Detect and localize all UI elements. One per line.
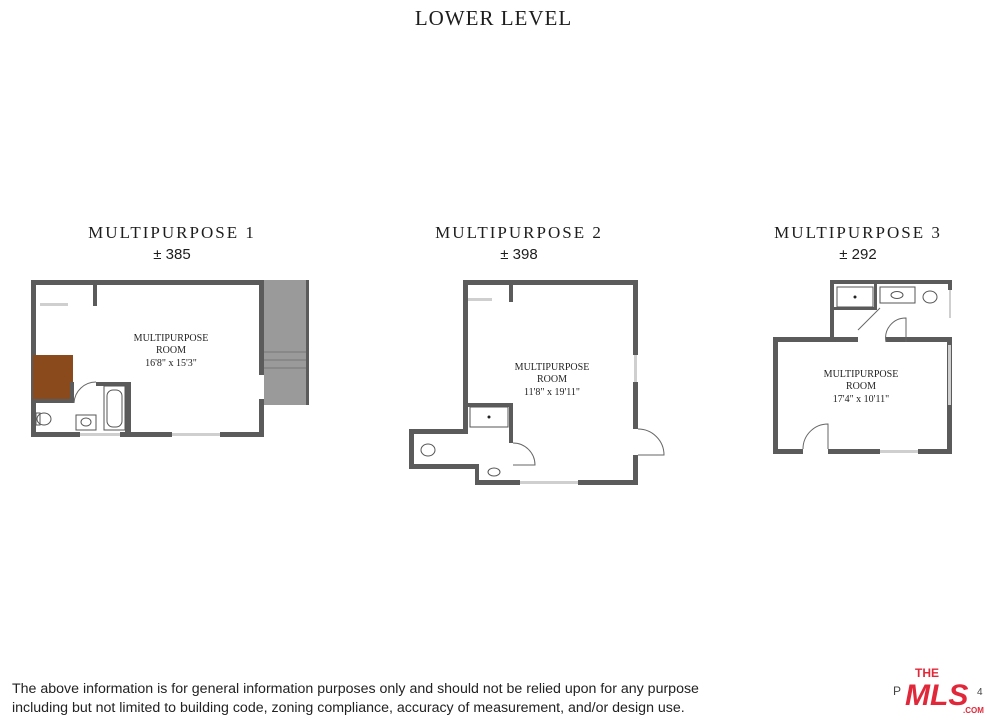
- disclaimer-line-1: The above information is for general information purposes only and should not be relied upon for any purpose: [12, 681, 699, 697]
- level-title: LOWER LEVEL: [414, 6, 573, 30]
- unit-2-room-dims: 11'8" x 19'11": [523, 387, 581, 398]
- mls-logo: [893, 663, 985, 717]
- unit-1-room-dims: 16'8" x 15'3": [145, 358, 197, 369]
- logo-mls-text: MLS: [905, 679, 969, 712]
- unit-2-plan: [409, 280, 664, 485]
- unit-1-title: MULTIPURPOSE 1: [88, 223, 256, 242]
- unit-2-area: ± 398: [500, 246, 538, 263]
- page-suffix: 4: [977, 687, 983, 698]
- unit-1-plan: [31, 280, 309, 437]
- unit-3-room-dims: 17'4" x 10'11": [832, 394, 890, 405]
- unit-2-room-name-2: ROOM: [536, 374, 568, 385]
- unit-3-room-name-2: ROOM: [845, 381, 877, 392]
- unit-3-area: ± 292: [839, 246, 877, 263]
- unit-2-room-name-1: MULTIPURPOSE: [514, 362, 590, 373]
- unit-1-stairs: [264, 280, 306, 405]
- logo-the-text: THE: [915, 666, 939, 680]
- unit-1-area: ± 385: [153, 246, 191, 263]
- logo-com-text: .COM: [963, 706, 984, 715]
- unit-3-plan: [773, 280, 952, 454]
- unit-3-room-name-1: MULTIPURPOSE: [823, 369, 899, 380]
- unit-3-title: MULTIPURPOSE 3: [774, 223, 942, 242]
- disclaimer-line-2: including but not limited to building code, zoning compliance, accuracy of measurement, and/or design use.: [12, 700, 685, 716]
- page-fragment: P: [893, 684, 902, 698]
- unit-1-wood-floor: [33, 355, 73, 399]
- unit-2-title: MULTIPURPOSE 2: [435, 223, 603, 242]
- unit-1-room-name-2: ROOM: [155, 345, 187, 356]
- disclaimer: [12, 680, 792, 718]
- unit-1-room-name-1: MULTIPURPOSE: [133, 333, 209, 344]
